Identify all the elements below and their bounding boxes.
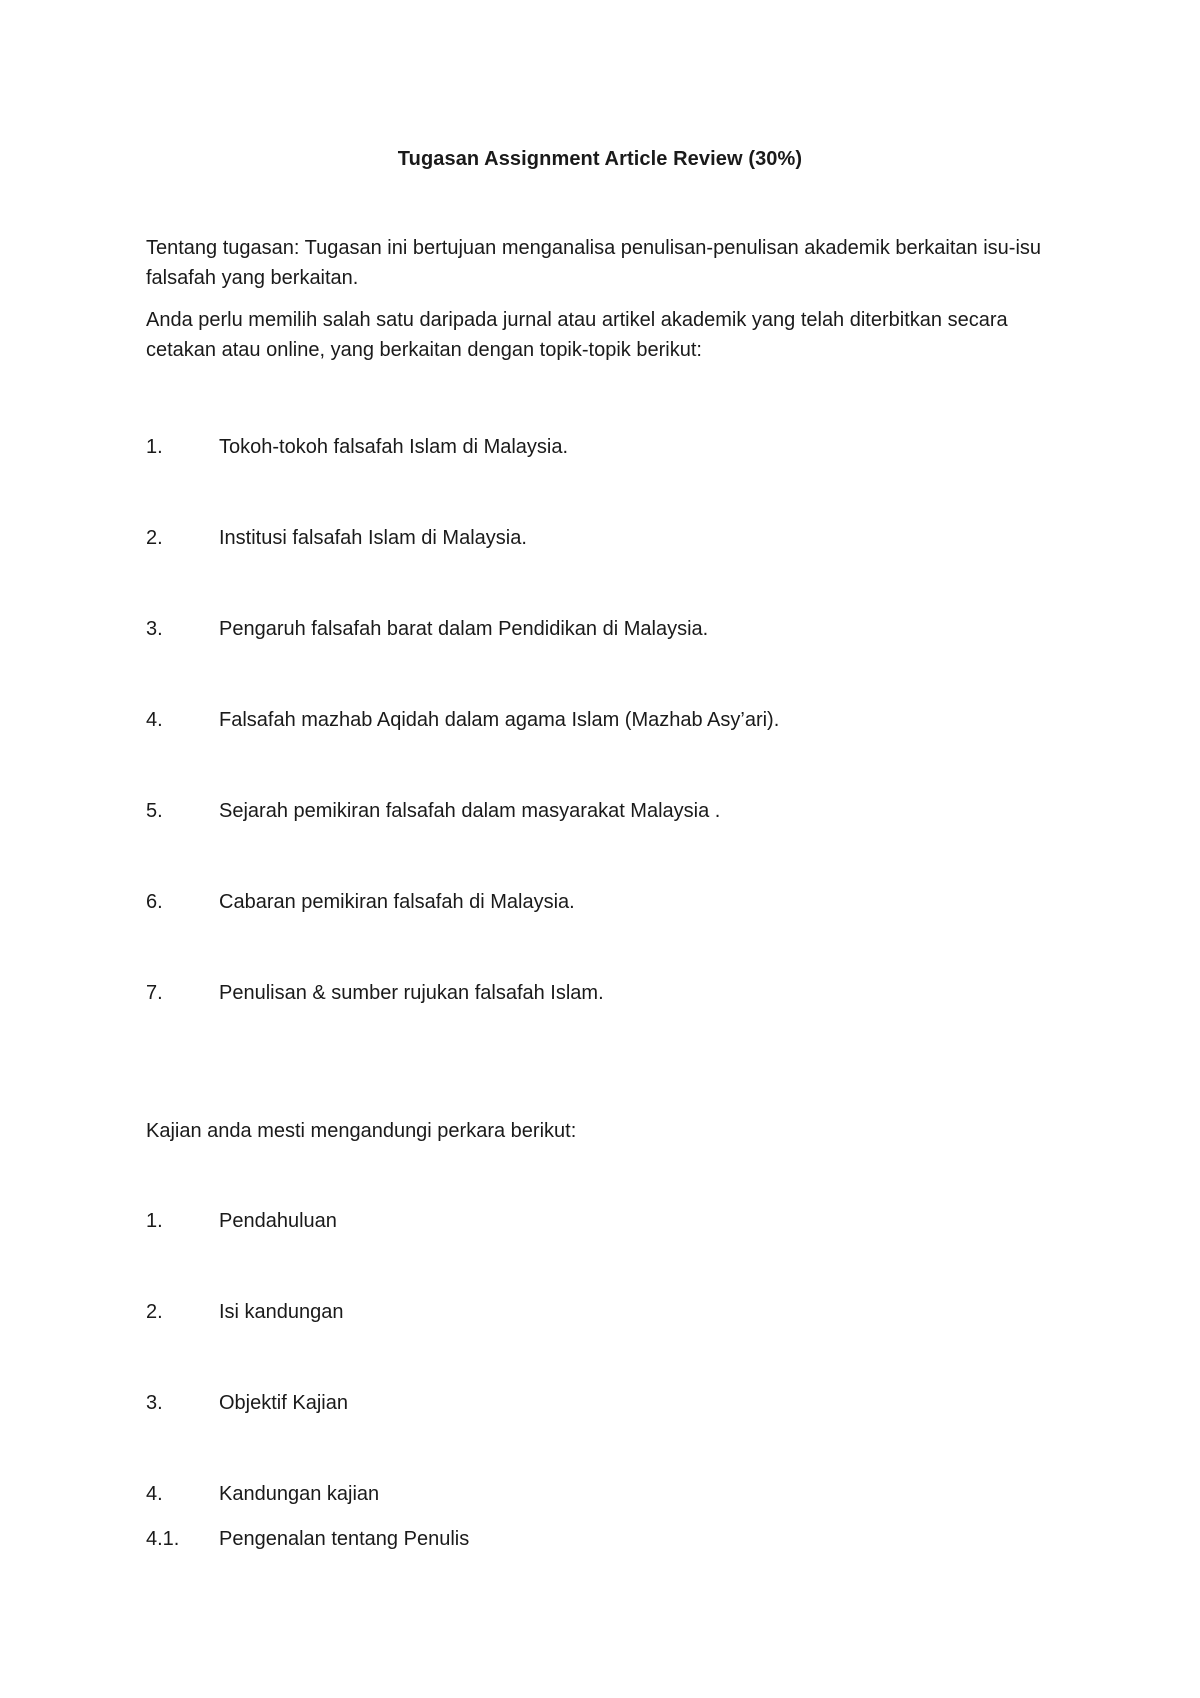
topic-number: 2. — [146, 527, 163, 549]
topic-item — [146, 432, 1066, 462]
topic-item — [146, 614, 1066, 644]
intro-paragraph-1: Tentang tugasan: Tugasan ini bertujuan menganalisa penulisan-penulisan akademik berkaitan isu-isu falsafah yang berkaitan. — [146, 237, 1042, 289]
intro-paragraph-2: Anda perlu memilih salah satu daripada jurnal atau artikel akademik yang telah diterbitkan secara cetakan atau online, yang berkaitan dengan topik-topik berikut: — [146, 309, 1008, 361]
topic-text: Penulisan & sumber rujukan falsafah Islam. — [219, 982, 604, 1004]
topic-number: 3. — [146, 618, 163, 640]
requirement-number: 3. — [146, 1392, 163, 1414]
requirement-number: 2. — [146, 1301, 163, 1323]
requirement-number: 4. — [146, 1483, 163, 1505]
document-title: Tugasan Assignment Article Review (30%) — [397, 148, 803, 170]
topic-item — [146, 705, 1066, 735]
topic-text: Falsafah mazhab Aqidah dalam agama Islam (Mazhab Asy’ari). — [219, 709, 780, 731]
requirement-item — [146, 1524, 1066, 1554]
topic-text: Tokoh-tokoh falsafah Islam di Malaysia. — [219, 436, 569, 458]
requirement-item — [146, 1388, 1066, 1418]
topic-item — [146, 887, 1066, 917]
topic-number: 1. — [146, 436, 163, 458]
requirement-text: Pendahuluan — [219, 1210, 337, 1232]
requirements-heading: Kajian anda mesti mengandungi perkara berikut: — [146, 1120, 577, 1142]
topic-item — [146, 523, 1066, 553]
requirement-text: Isi kandungan — [219, 1301, 344, 1323]
topic-text: Pengaruh falsafah barat dalam Pendidikan di Malaysia. — [219, 618, 709, 640]
topic-number: 7. — [146, 982, 163, 1004]
requirement-item — [146, 1206, 1066, 1236]
requirement-number: 1. — [146, 1210, 163, 1232]
topic-text: Cabaran pemikiran falsafah di Malaysia. — [219, 891, 575, 913]
requirement-item — [146, 1297, 1066, 1327]
topic-number: 4. — [146, 709, 163, 731]
requirement-text: Objektif Kajian — [219, 1392, 348, 1414]
topic-number: 6. — [146, 891, 163, 913]
topic-text: Sejarah pemikiran falsafah dalam masyarakat Malaysia . — [219, 800, 721, 822]
topic-number: 5. — [146, 800, 163, 822]
requirement-text: Kandungan kajian — [219, 1483, 380, 1505]
topic-text: Institusi falsafah Islam di Malaysia. — [219, 527, 527, 549]
topic-item — [146, 796, 1066, 826]
topic-item — [146, 978, 1066, 1008]
requirement-text: Pengenalan tentang Penulis — [219, 1528, 470, 1550]
requirement-item — [146, 1479, 1066, 1509]
requirement-number: 4.1. — [146, 1528, 180, 1550]
